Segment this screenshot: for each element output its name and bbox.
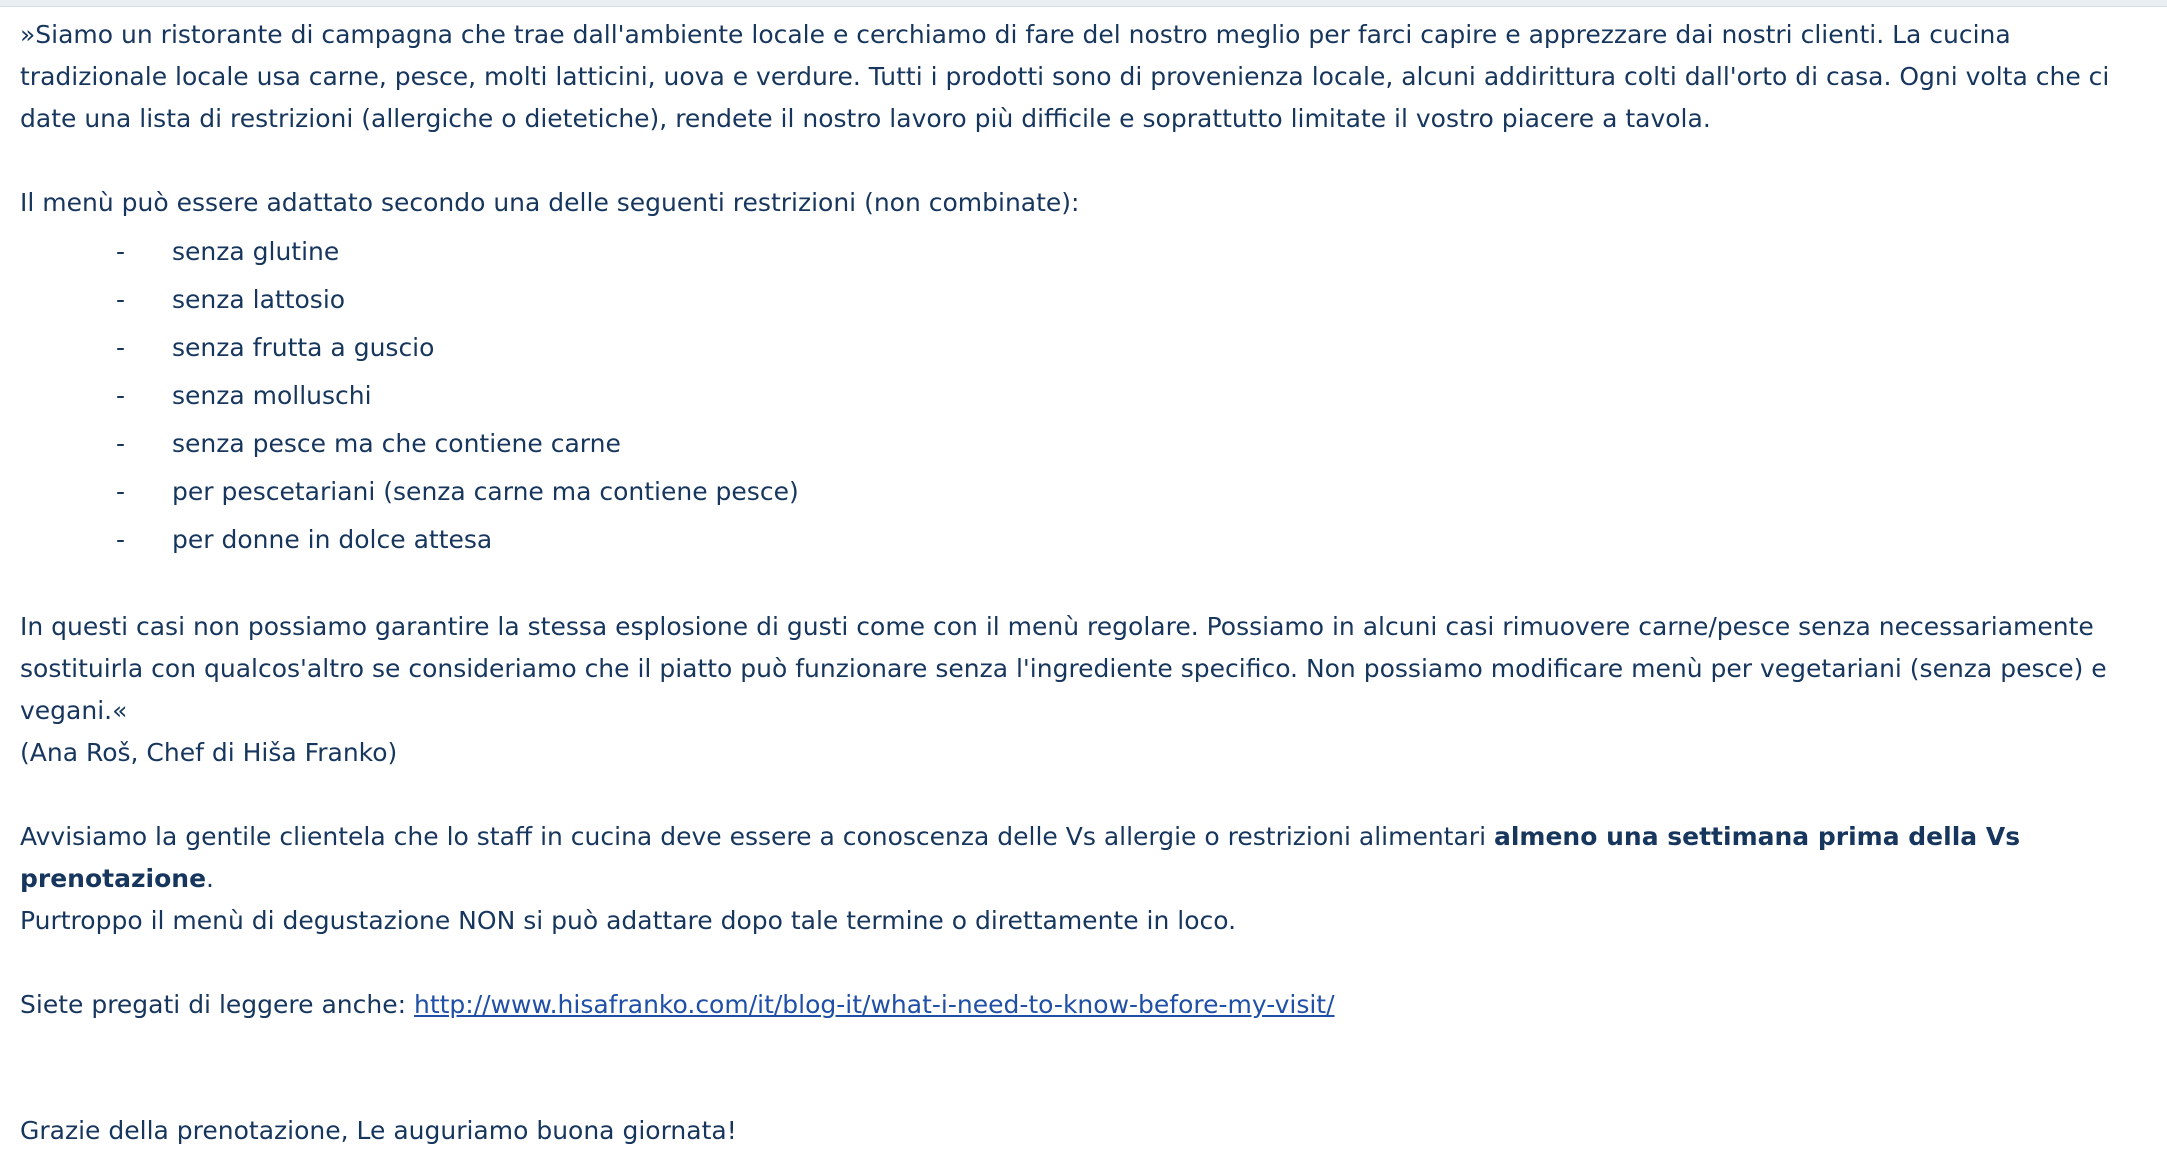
list-dash: - (116, 333, 126, 362)
blog-link[interactable]: http://www.hisafranko.com/it/blog-it/what-i-need-to-know-before-my-visit/ (413, 990, 1335, 1019)
restrictions-list (20, 228, 2140, 564)
spacer (20, 1026, 2140, 1110)
list-item (20, 516, 2140, 564)
list-dash: - (116, 285, 126, 314)
spacer (20, 564, 2140, 606)
list-dash: - (116, 237, 126, 266)
intro-paragraph: »Siamo un ristorante di campagna che trae dall'ambiente locale e cerchiamo di fare del nostro meglio per farci capire e apprezzare dai nostri clienti. La cucina tradizionale locale usa carne, pesce, molti latticini, uova e verdure. Tutti i prodotti sono di provenienza locale, alcuni addirittura colti dall'orto di casa. Ogni volta che ci date una lista di restrizioni (allergiche o dietetiche), rendete il nostro lavoro più difficile e soprattutto limitate il vostro piacere a tavola. (20, 20, 2110, 133)
spacer (20, 774, 2140, 816)
chef-attribution: (Ana Roš, Chef di Hiša Franko) (20, 738, 398, 767)
list-dash: - (116, 525, 126, 554)
restrictions-heading: Il menù può essere adattato secondo una delle seguenti restrizioni (non combinate): (20, 188, 1080, 217)
list-item (20, 276, 2140, 324)
notice-text: Avvisiamo la gentile clientela che lo staff in cucina deve essere a conoscenza delle Vs allergie o restrizioni alimentari (20, 822, 1494, 851)
list-item-label: senza lattosio (172, 285, 346, 314)
list-dash: - (116, 381, 126, 410)
read-more (20, 984, 2140, 1026)
notice-period: . (206, 864, 214, 893)
notice-paragraph (20, 816, 2140, 900)
list-item (20, 324, 2140, 372)
list-item (20, 228, 2140, 276)
spacer (20, 942, 2140, 984)
list-item-label: senza frutta a guscio (172, 333, 435, 362)
list-item (20, 468, 2140, 516)
list-item (20, 372, 2140, 420)
spacer (20, 140, 2140, 182)
list-item-label: senza pesce ma che contiene carne (172, 429, 621, 458)
read-more-label: Siete pregati di leggere anche: (20, 990, 414, 1019)
list-dash: - (116, 429, 126, 458)
list-item (20, 420, 2140, 468)
list-dash: - (116, 477, 126, 506)
list-item-label: senza molluschi (172, 381, 372, 410)
list-item-label: per donne in dolce attesa (172, 525, 493, 554)
list-item-label: senza glutine (172, 237, 340, 266)
email-body (20, 14, 2140, 1152)
note-paragraph: In questi casi non possiamo garantire la stessa esplosione di gusti come con il menù regolare. Possiamo in alcuni casi rimuovere carne/pesce senza necessariamente sostituirla con qualcos'altro se consideriamo che il piatto può funzionare senza l'ingrediente specifico. Non possiamo modificare menù per vegetariani (senza pesce) e vegani.« (20, 612, 2107, 725)
top-border (0, 0, 2167, 7)
closing-line: Grazie della prenotazione, Le auguriamo buona giornata! (20, 1116, 737, 1145)
list-item-label: per pescetariani (senza carne ma contiene pesce) (172, 477, 799, 506)
notice-deadline: almeno una settimana prima della Vs prenotazione (20, 822, 2021, 893)
notice-line-2: Purtroppo il menù di degustazione NON si può adattare dopo tale termine o direttamente in loco. (20, 906, 1237, 935)
